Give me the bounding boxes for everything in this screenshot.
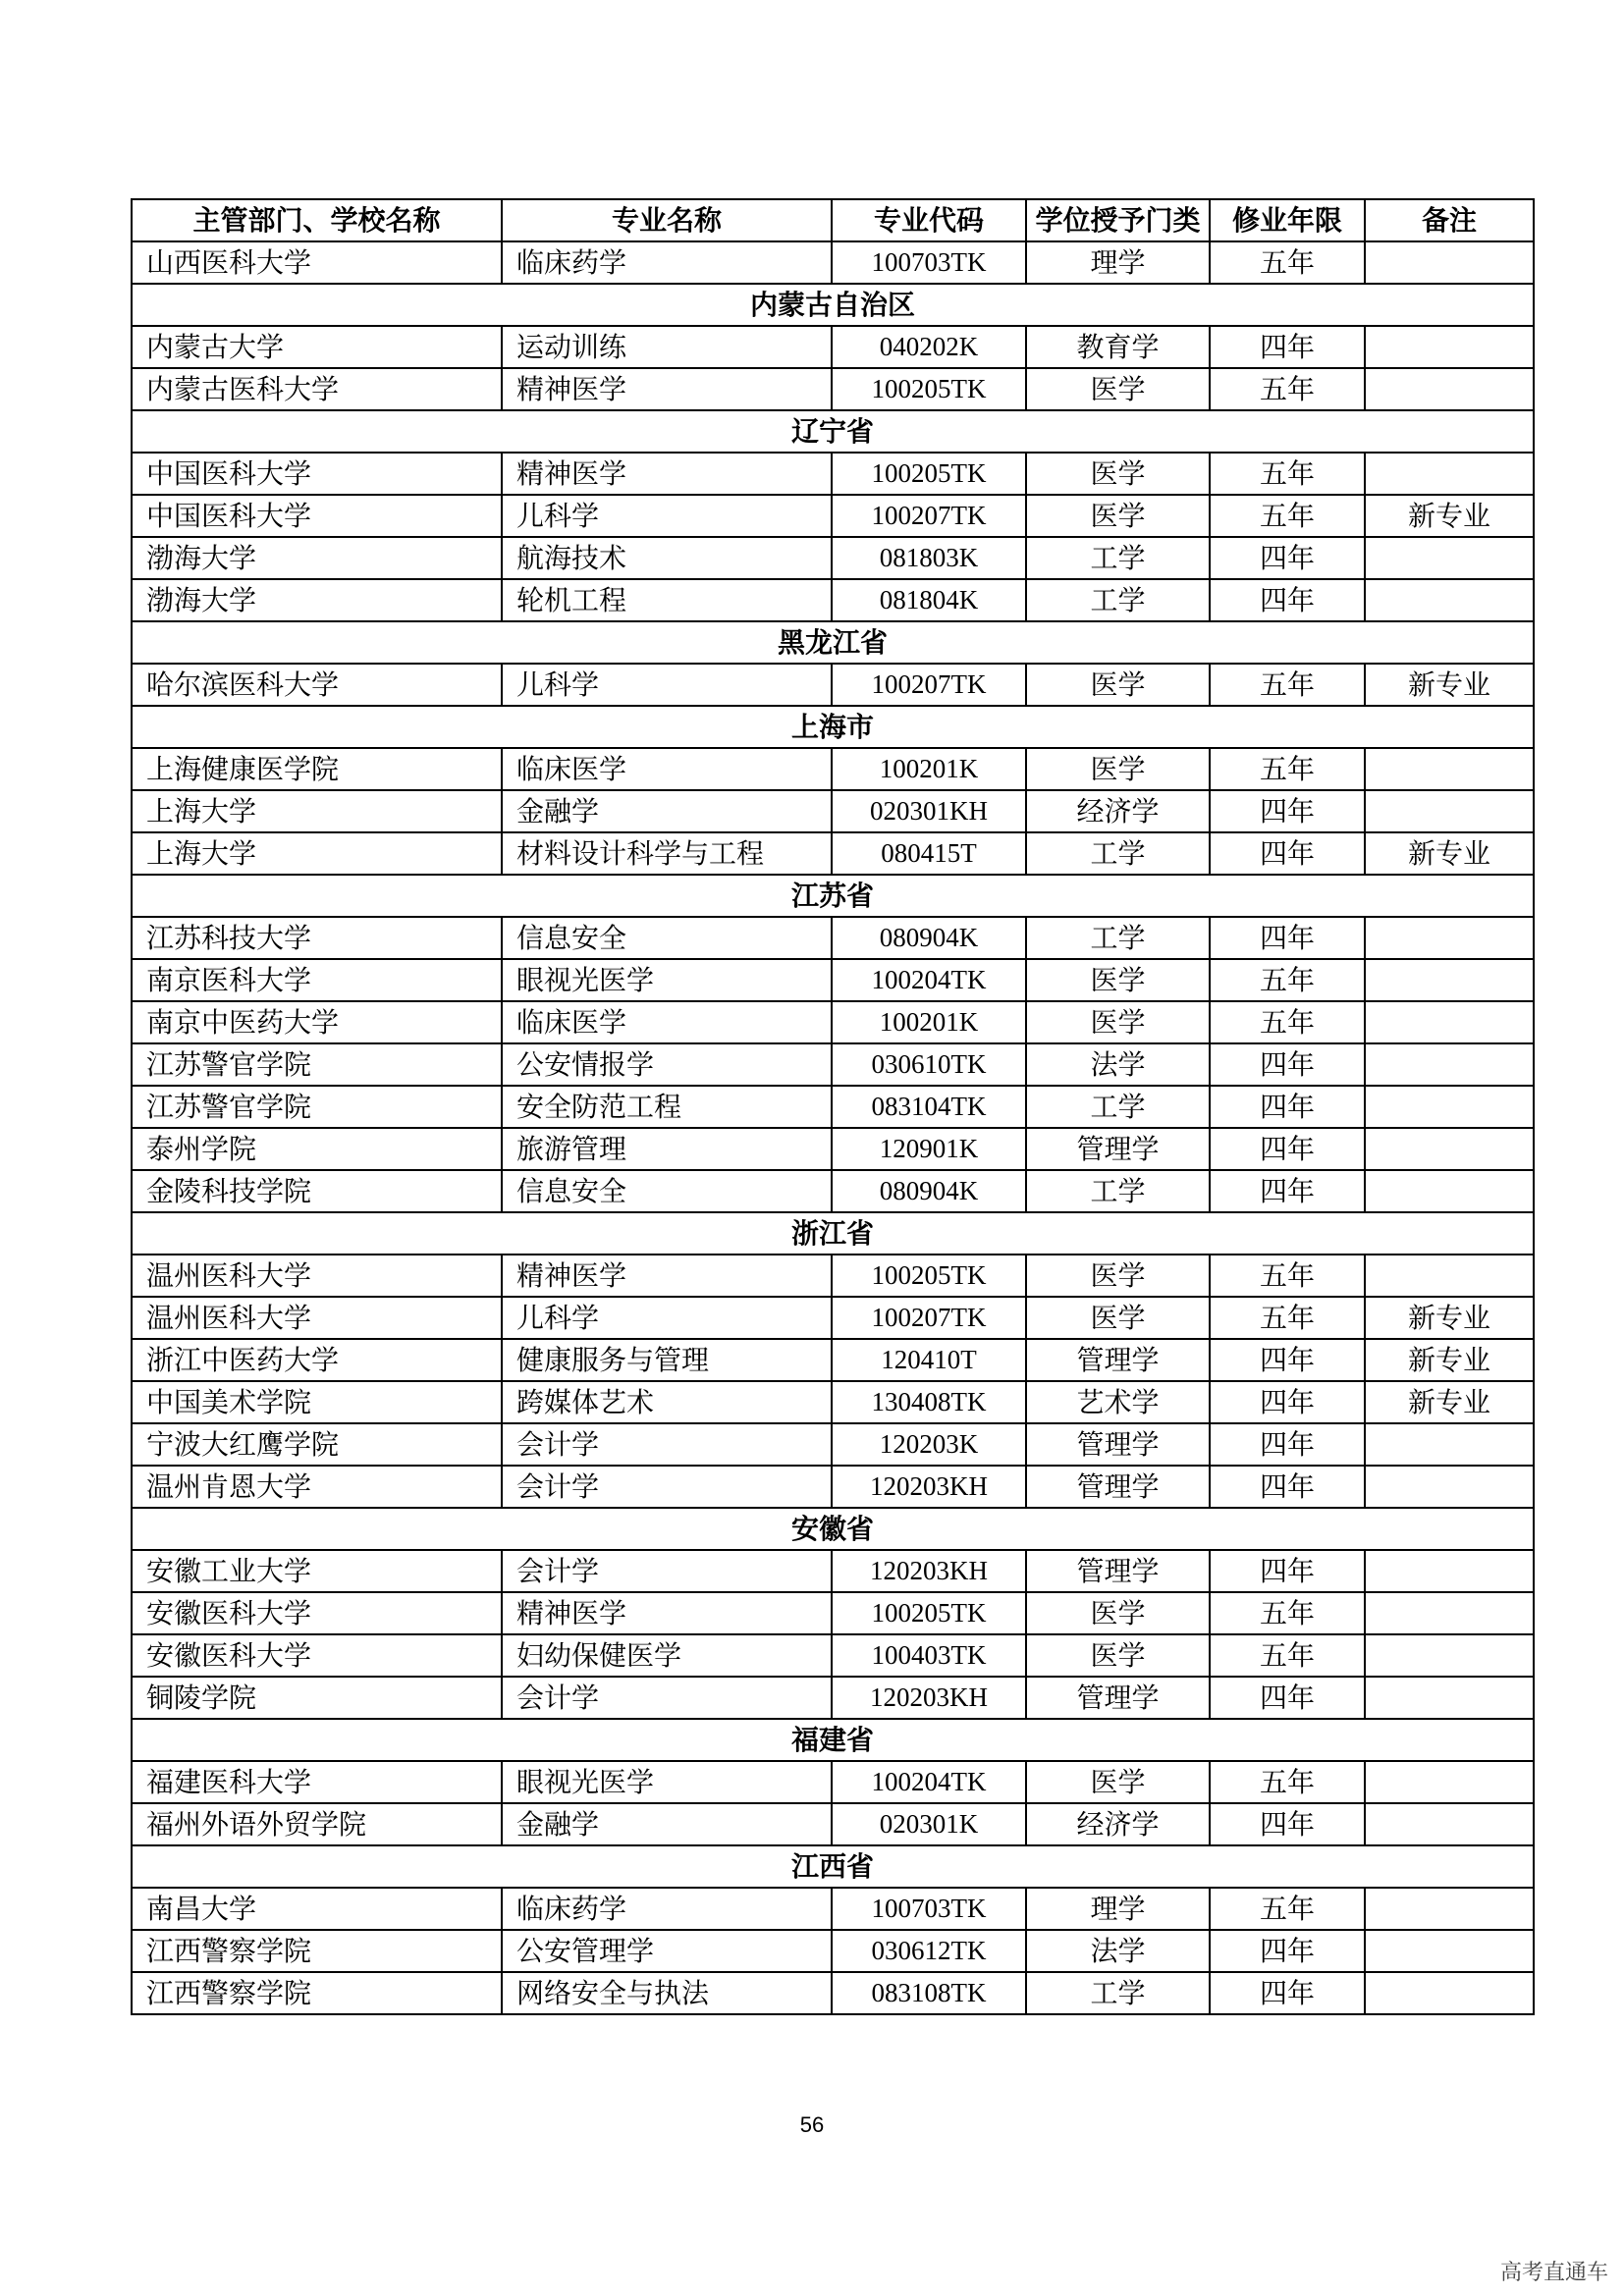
table-row: [132, 1677, 1534, 1719]
cell-years: 五年: [1210, 1255, 1365, 1297]
table-row: [132, 579, 1534, 621]
region-row: [132, 284, 1534, 326]
cell-major: 跨媒体艺术: [502, 1381, 832, 1423]
cell-degree: 医学: [1026, 1761, 1210, 1803]
watermark-text: 高考直通车: [1499, 2261, 1608, 2285]
cell-major: 公安情报学: [502, 1043, 832, 1086]
cell-degree: 工学: [1026, 537, 1210, 579]
cell-school: 渤海大学: [132, 537, 502, 579]
cell-school: 上海大学: [132, 832, 502, 875]
cell-years: 四年: [1210, 790, 1365, 832]
cell-years: 四年: [1210, 1043, 1365, 1086]
cell-major: 健康服务与管理: [502, 1339, 832, 1381]
cell-code: 020301KH: [832, 790, 1026, 832]
cell-degree: 法学: [1026, 1043, 1210, 1086]
cell-school: 安徽医科大学: [132, 1592, 502, 1634]
cell-code: 130408TK: [832, 1381, 1026, 1423]
cell-note: [1365, 1972, 1534, 2014]
table-row: [132, 1381, 1534, 1423]
cell-school: 铜陵学院: [132, 1677, 502, 1719]
cell-code: 080904K: [832, 917, 1026, 959]
cell-years: 四年: [1210, 1930, 1365, 1972]
table-row: [132, 959, 1534, 1001]
cell-code: 120203K: [832, 1423, 1026, 1466]
cell-years: 五年: [1210, 664, 1365, 706]
cell-note: [1365, 1592, 1534, 1634]
cell-note: 新专业: [1365, 495, 1534, 537]
cell-note: [1365, 1677, 1534, 1719]
cell-code: 100403TK: [832, 1634, 1026, 1677]
cell-years: 四年: [1210, 1677, 1365, 1719]
table-row: [132, 1972, 1534, 2014]
cell-degree: 医学: [1026, 1001, 1210, 1043]
table-row: [132, 1086, 1534, 1128]
cell-degree: 管理学: [1026, 1423, 1210, 1466]
cell-years: 四年: [1210, 1972, 1365, 2014]
cell-code: 120203KH: [832, 1466, 1026, 1508]
cell-note: [1365, 1634, 1534, 1677]
cell-note: 新专业: [1365, 832, 1534, 875]
cell-years: 五年: [1210, 1888, 1365, 1930]
cell-years: 四年: [1210, 1803, 1365, 1845]
cell-major: 临床药学: [502, 1888, 832, 1930]
cell-degree: 艺术学: [1026, 1381, 1210, 1423]
cell-code: 080904K: [832, 1170, 1026, 1212]
cell-degree: 管理学: [1026, 1466, 1210, 1508]
cell-note: [1365, 1761, 1534, 1803]
cell-degree: 医学: [1026, 1634, 1210, 1677]
header-years: 修业年限: [1210, 199, 1365, 241]
cell-note: [1365, 1128, 1534, 1170]
cell-code: 083108TK: [832, 1972, 1026, 2014]
cell-school: 温州医科大学: [132, 1297, 502, 1339]
cell-school: 南京中医药大学: [132, 1001, 502, 1043]
cell-code: 080415T: [832, 832, 1026, 875]
cell-school: 内蒙古大学: [132, 326, 502, 368]
cell-code: 040202K: [832, 326, 1026, 368]
cell-degree: 工学: [1026, 1170, 1210, 1212]
cell-years: 五年: [1210, 748, 1365, 790]
cell-school: 中国医科大学: [132, 453, 502, 495]
cell-code: 100201K: [832, 748, 1026, 790]
cell-note: [1365, 1803, 1534, 1845]
table-row: [132, 748, 1534, 790]
cell-degree: 医学: [1026, 959, 1210, 1001]
cell-major: 儿科学: [502, 495, 832, 537]
cell-years: 四年: [1210, 1423, 1365, 1466]
table-header-row: [132, 199, 1534, 241]
cell-degree: 管理学: [1026, 1550, 1210, 1592]
cell-years: 五年: [1210, 1001, 1365, 1043]
table-row: [132, 537, 1534, 579]
cell-years: 五年: [1210, 453, 1365, 495]
cell-degree: 法学: [1026, 1930, 1210, 1972]
table-row: [132, 1803, 1534, 1845]
cell-school: 安徽工业大学: [132, 1550, 502, 1592]
cell-degree: 工学: [1026, 917, 1210, 959]
cell-major: 网络安全与执法: [502, 1972, 832, 2014]
cell-major: 临床医学: [502, 748, 832, 790]
cell-school: 安徽医科大学: [132, 1634, 502, 1677]
table-body: [132, 241, 1534, 2014]
cell-school: 江苏警官学院: [132, 1086, 502, 1128]
cell-major: 会计学: [502, 1677, 832, 1719]
cell-years: 五年: [1210, 1297, 1365, 1339]
table-row: [132, 453, 1534, 495]
cell-school: 金陵科技学院: [132, 1170, 502, 1212]
cell-code: 081804K: [832, 579, 1026, 621]
cell-major: 轮机工程: [502, 579, 832, 621]
region-name: 上海市: [132, 706, 1534, 748]
cell-years: 四年: [1210, 1086, 1365, 1128]
majors-table: [131, 198, 1535, 2015]
header-note: 备注: [1365, 199, 1534, 241]
cell-code: 030612TK: [832, 1930, 1026, 1972]
cell-note: 新专业: [1365, 1381, 1534, 1423]
cell-major: 儿科学: [502, 664, 832, 706]
cell-code: 030610TK: [832, 1043, 1026, 1086]
cell-major: 眼视光医学: [502, 959, 832, 1001]
region-name: 福建省: [132, 1719, 1534, 1761]
cell-major: 旅游管理: [502, 1128, 832, 1170]
cell-degree: 医学: [1026, 664, 1210, 706]
region-name: 江西省: [132, 1845, 1534, 1888]
cell-school: 福建医科大学: [132, 1761, 502, 1803]
cell-major: 金融学: [502, 790, 832, 832]
table-row: [132, 1423, 1534, 1466]
region-row: [132, 1845, 1534, 1888]
cell-major: 临床医学: [502, 1001, 832, 1043]
cell-school: 福州外语外贸学院: [132, 1803, 502, 1845]
cell-code: 020301K: [832, 1803, 1026, 1845]
cell-note: [1365, 959, 1534, 1001]
region-row: [132, 706, 1534, 748]
cell-major: 眼视光医学: [502, 1761, 832, 1803]
region-name: 内蒙古自治区: [132, 284, 1534, 326]
cell-degree: 工学: [1026, 832, 1210, 875]
cell-school: 南京医科大学: [132, 959, 502, 1001]
region-row: [132, 1508, 1534, 1550]
cell-code: 100205TK: [832, 1592, 1026, 1634]
cell-degree: 医学: [1026, 748, 1210, 790]
table-row: [132, 326, 1534, 368]
cell-note: [1365, 326, 1534, 368]
cell-degree: 医学: [1026, 1297, 1210, 1339]
cell-note: [1365, 537, 1534, 579]
cell-note: [1365, 1466, 1534, 1508]
cell-years: 五年: [1210, 1761, 1365, 1803]
cell-note: [1365, 1930, 1534, 1972]
cell-school: 浙江中医药大学: [132, 1339, 502, 1381]
cell-note: [1365, 1888, 1534, 1930]
cell-major: 信息安全: [502, 917, 832, 959]
cell-school: 温州医科大学: [132, 1255, 502, 1297]
cell-school: 哈尔滨医科大学: [132, 664, 502, 706]
cell-note: [1365, 790, 1534, 832]
cell-major: 精神医学: [502, 368, 832, 410]
cell-years: 四年: [1210, 1550, 1365, 1592]
cell-major: 公安管理学: [502, 1930, 832, 1972]
table-row: [132, 1761, 1534, 1803]
table-row: [132, 495, 1534, 537]
cell-major: 精神医学: [502, 453, 832, 495]
cell-years: 五年: [1210, 959, 1365, 1001]
cell-school: 中国美术学院: [132, 1381, 502, 1423]
cell-code: 120203KH: [832, 1550, 1026, 1592]
cell-degree: 管理学: [1026, 1677, 1210, 1719]
cell-years: 四年: [1210, 537, 1365, 579]
region-name: 安徽省: [132, 1508, 1534, 1550]
cell-school: 泰州学院: [132, 1128, 502, 1170]
cell-note: [1365, 748, 1534, 790]
cell-school: 江苏警官学院: [132, 1043, 502, 1086]
cell-major: 信息安全: [502, 1170, 832, 1212]
cell-degree: 医学: [1026, 495, 1210, 537]
cell-school: 内蒙古医科大学: [132, 368, 502, 410]
cell-major: 会计学: [502, 1466, 832, 1508]
cell-years: 四年: [1210, 326, 1365, 368]
cell-school: 山西医科大学: [132, 241, 502, 284]
cell-major: 会计学: [502, 1423, 832, 1466]
cell-years: 五年: [1210, 1592, 1365, 1634]
cell-major: 金融学: [502, 1803, 832, 1845]
cell-degree: 经济学: [1026, 790, 1210, 832]
cell-code: 100204TK: [832, 959, 1026, 1001]
cell-years: 四年: [1210, 1381, 1365, 1423]
table-row: [132, 1255, 1534, 1297]
cell-degree: 教育学: [1026, 326, 1210, 368]
table-row: [132, 790, 1534, 832]
cell-degree: 医学: [1026, 1592, 1210, 1634]
cell-major: 精神医学: [502, 1255, 832, 1297]
cell-note: [1365, 1255, 1534, 1297]
cell-degree: 工学: [1026, 1086, 1210, 1128]
cell-degree: 理学: [1026, 1888, 1210, 1930]
table-row: [132, 1043, 1534, 1086]
cell-degree: 管理学: [1026, 1339, 1210, 1381]
cell-note: [1365, 1423, 1534, 1466]
cell-note: [1365, 1001, 1534, 1043]
cell-school: 江苏科技大学: [132, 917, 502, 959]
cell-school: 上海健康医学院: [132, 748, 502, 790]
cell-code: 100703TK: [832, 1888, 1026, 1930]
cell-note: [1365, 1086, 1534, 1128]
cell-code: 100204TK: [832, 1761, 1026, 1803]
cell-degree: 医学: [1026, 453, 1210, 495]
cell-years: 四年: [1210, 1339, 1365, 1381]
cell-code: 100201K: [832, 1001, 1026, 1043]
cell-degree: 工学: [1026, 1972, 1210, 2014]
cell-code: 100205TK: [832, 453, 1026, 495]
cell-years: 四年: [1210, 1128, 1365, 1170]
cell-code: 100207TK: [832, 1297, 1026, 1339]
cell-note: 新专业: [1365, 664, 1534, 706]
cell-code: 083104TK: [832, 1086, 1026, 1128]
cell-note: [1365, 579, 1534, 621]
region-row: [132, 1212, 1534, 1255]
region-name: 江苏省: [132, 875, 1534, 917]
table-row: [132, 1339, 1534, 1381]
cell-code: 120203KH: [832, 1677, 1026, 1719]
cell-code: 120901K: [832, 1128, 1026, 1170]
cell-years: 五年: [1210, 1634, 1365, 1677]
cell-school: 中国医科大学: [132, 495, 502, 537]
table-row: [132, 1888, 1534, 1930]
region-name: 黑龙江省: [132, 621, 1534, 664]
cell-years: 五年: [1210, 368, 1365, 410]
cell-note: [1365, 917, 1534, 959]
region-name: 辽宁省: [132, 410, 1534, 453]
region-row: [132, 621, 1534, 664]
cell-code: 100207TK: [832, 495, 1026, 537]
cell-code: 100207TK: [832, 664, 1026, 706]
cell-major: 妇幼保健医学: [502, 1634, 832, 1677]
cell-code: 081803K: [832, 537, 1026, 579]
cell-code: 100205TK: [832, 368, 1026, 410]
cell-code: 100703TK: [832, 241, 1026, 284]
cell-code: 120410T: [832, 1339, 1026, 1381]
table-row: [132, 917, 1534, 959]
cell-school: 江西警察学院: [132, 1972, 502, 2014]
cell-years: 四年: [1210, 1466, 1365, 1508]
cell-degree: 医学: [1026, 1255, 1210, 1297]
cell-degree: 医学: [1026, 368, 1210, 410]
cell-degree: 理学: [1026, 241, 1210, 284]
table-row: [132, 1001, 1534, 1043]
cell-years: 四年: [1210, 917, 1365, 959]
table-row: [132, 1930, 1534, 1972]
cell-school: 南昌大学: [132, 1888, 502, 1930]
cell-school: 渤海大学: [132, 579, 502, 621]
header-school: 主管部门、学校名称: [132, 199, 502, 241]
cell-major: 临床药学: [502, 241, 832, 284]
cell-note: [1365, 1550, 1534, 1592]
cell-note: [1365, 1170, 1534, 1212]
region-name: 浙江省: [132, 1212, 1534, 1255]
cell-degree: 工学: [1026, 579, 1210, 621]
cell-school: 上海大学: [132, 790, 502, 832]
table-row: [132, 1128, 1534, 1170]
table-row: [132, 1550, 1534, 1592]
region-row: [132, 1719, 1534, 1761]
cell-school: 温州肯恩大学: [132, 1466, 502, 1508]
table-row: [132, 241, 1534, 284]
header-degree: 学位授予门类: [1026, 199, 1210, 241]
table-row: [132, 368, 1534, 410]
cell-years: 四年: [1210, 579, 1365, 621]
cell-major: 会计学: [502, 1550, 832, 1592]
table-row: [132, 1466, 1534, 1508]
table-row: [132, 832, 1534, 875]
header-code: 专业代码: [832, 199, 1026, 241]
cell-major: 材料设计科学与工程: [502, 832, 832, 875]
cell-major: 儿科学: [502, 1297, 832, 1339]
cell-note: 新专业: [1365, 1339, 1534, 1381]
cell-code: 100205TK: [832, 1255, 1026, 1297]
cell-years: 五年: [1210, 241, 1365, 284]
cell-note: [1365, 453, 1534, 495]
cell-major: 航海技术: [502, 537, 832, 579]
cell-degree: 管理学: [1026, 1128, 1210, 1170]
region-row: [132, 410, 1534, 453]
region-row: [132, 875, 1534, 917]
cell-school: 江西警察学院: [132, 1930, 502, 1972]
cell-note: 新专业: [1365, 1297, 1534, 1339]
page-number: 56: [799, 2112, 825, 2137]
table-row: [132, 1170, 1534, 1212]
cell-note: [1365, 241, 1534, 284]
table-row: [132, 1297, 1534, 1339]
cell-degree: 经济学: [1026, 1803, 1210, 1845]
table-row: [132, 1592, 1534, 1634]
table-row: [132, 1634, 1534, 1677]
cell-school: 宁波大红鹰学院: [132, 1423, 502, 1466]
cell-note: [1365, 368, 1534, 410]
cell-major: 运动训练: [502, 326, 832, 368]
cell-major: 安全防范工程: [502, 1086, 832, 1128]
cell-years: 四年: [1210, 832, 1365, 875]
table-row: [132, 664, 1534, 706]
cell-years: 五年: [1210, 495, 1365, 537]
cell-note: [1365, 1043, 1534, 1086]
cell-years: 四年: [1210, 1170, 1365, 1212]
header-major: 专业名称: [502, 199, 832, 241]
cell-major: 精神医学: [502, 1592, 832, 1634]
